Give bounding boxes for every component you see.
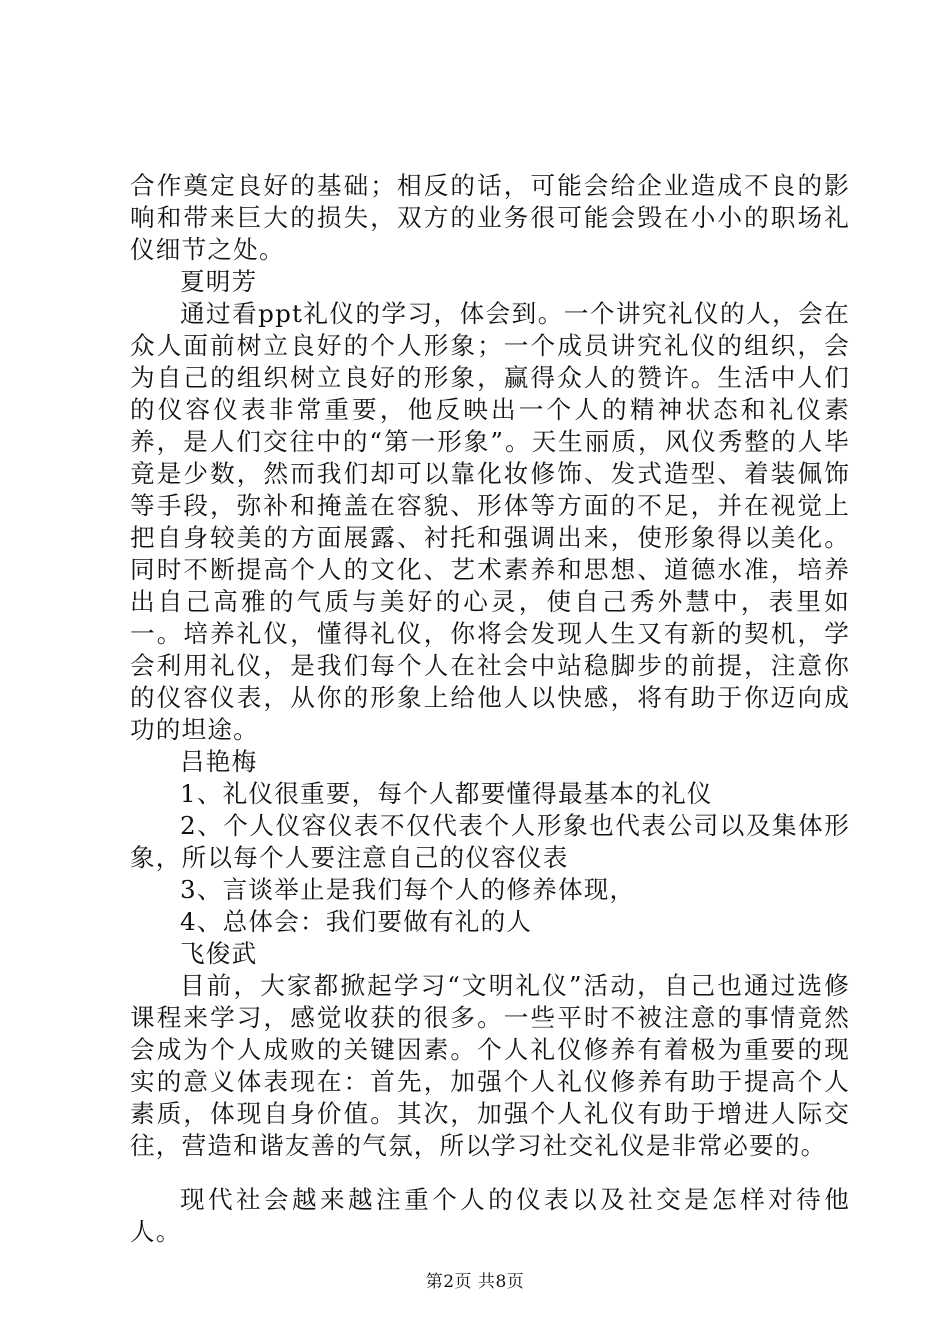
- paragraph-spacer: [130, 1162, 850, 1184]
- list-item: 3、言谈举止是我们每个人的修养体现，: [180, 875, 636, 904]
- list-item: 1、礼仪很重要，每个人都要懂得最基本的礼仪: [180, 779, 713, 808]
- list-item: 2、个人仪容仪表不仅代表个人形象也代表公司以及集体形象，所以每个人要注意自己的仪容仪表: [130, 811, 850, 872]
- author-name: 夏明芳: [180, 267, 258, 296]
- paragraph: 现代社会越来越注重个人的仪表以及社交是怎样对待他人。: [130, 1185, 850, 1246]
- author-name: 吕艳梅: [180, 747, 258, 776]
- list-item: 4、总体会：我们要做有礼的人: [180, 907, 533, 936]
- page-number: 第2页 共8页: [425, 1272, 525, 1292]
- document-body: [130, 170, 850, 1248]
- paragraph: 目前，大家都掀起学习“文明礼仪”活动，自己也通过选修课程来学习，感觉收获的很多。一些平时不被注意的事情竟然会成为个人成败的关键因素。个人礼仪修养有着极为重要的现实的意义体表现在：首先，加强个人礼仪修养有助于提高个人素质，体现自身价值。其次，加强个人礼仪有助于增进人际交往，营造和谐友善的气氛，所以学习社交礼仪是非常必要的。: [130, 971, 850, 1160]
- paragraph-continuation: 合作奠定良好的基础；相反的话，可能会给企业造成不良的影响和带来巨大的损失，双方的业务很可能会毁在小小的职场礼仪细节之处。: [130, 171, 850, 264]
- author-name: 飞俊武: [180, 939, 258, 968]
- paragraph: 通过看ppt礼仪的学习，体会到。一个讲究礼仪的人，会在众人面前树立良好的个人形象；一个成员讲究礼仪的组织，会为自己的组织树立良好的形象，赢得众人的赞许。生活中人们的仪容仪表非常重要，他反映出一个人的精神状态和礼仪素养，是人们交往中的“第一形象”。天生丽质，风仪秀整的人毕竟是少数，然而我们却可以靠化妆修饰、发式造型、着装佩饰等手段，弥补和掩盖在容貌、形体等方面的不足，并在视觉上把自身较美的方面展露、衬托和强调出来，使形象得以美化。同时不断提高个人的文化、艺术素养和思想、道德水准，培养出自己高雅的气质与美好的心灵，使自己秀外慧中，表里如一。培养礼仪，懂得礼仪，你将会发现人生又有新的契机，学会利用礼仪，是我们每个人在社会中站稳脚步的前提，注意你的仪容仪表，从你的形象上给他人以快感，将有助于你迈向成功的坦途。: [130, 299, 850, 744]
